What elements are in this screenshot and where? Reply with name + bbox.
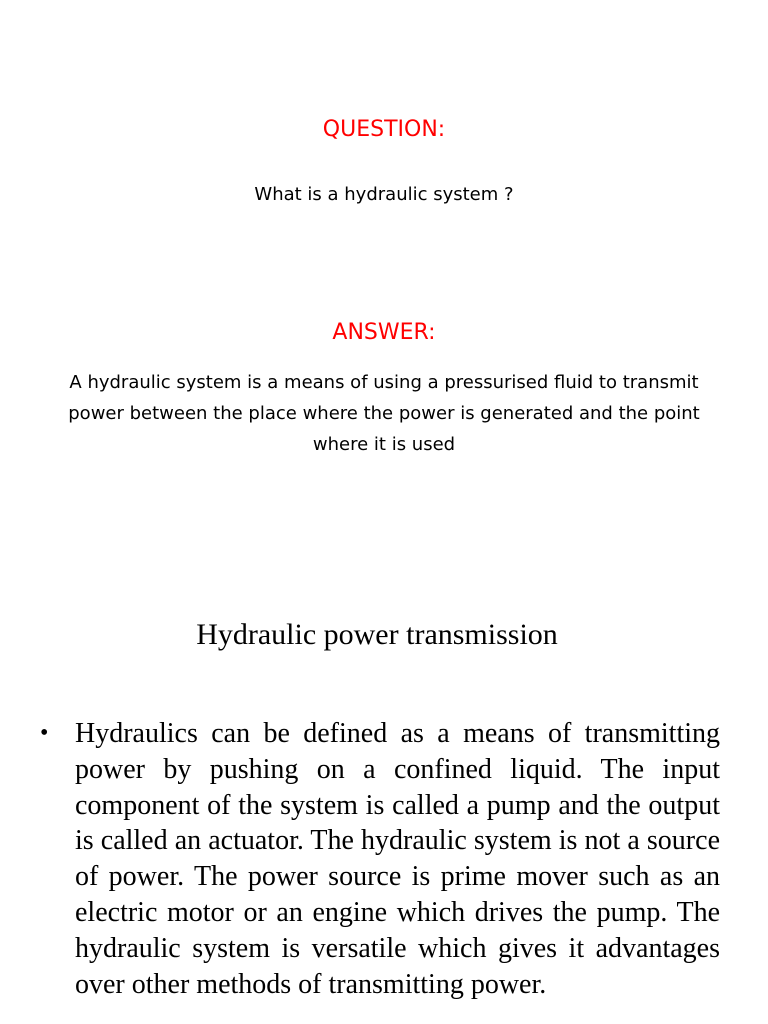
answer-text: A hydraulic system is a means of using a pressurised fluid to transmit power between the place where the power is generated and the point where it is used — [68, 372, 700, 455]
slide-title: Hydraulic power transmission — [196, 618, 558, 651]
bullet-list — [40, 716, 720, 1002]
content-slide — [0, 600, 768, 1024]
answer-heading: ANSWER: — [332, 320, 436, 345]
question-heading: QUESTION: — [322, 117, 446, 142]
list-item — [40, 716, 720, 1002]
question-text: What is a hydraulic system ? — [254, 184, 514, 205]
bullet-marker: • — [40, 720, 49, 746]
bullet-text: Hydraulics can be defined as a means of transmitting power by pushing on a confined liquid. The input component of the system is called a pump and the output is called an actuator. The hydraulic system is not a source of power. The power source is prime mover such as an electric motor or an engine which drives the pump. The hydraulic system is versatile which gives it advantages over other methods of transmitting power. — [75, 718, 720, 1000]
